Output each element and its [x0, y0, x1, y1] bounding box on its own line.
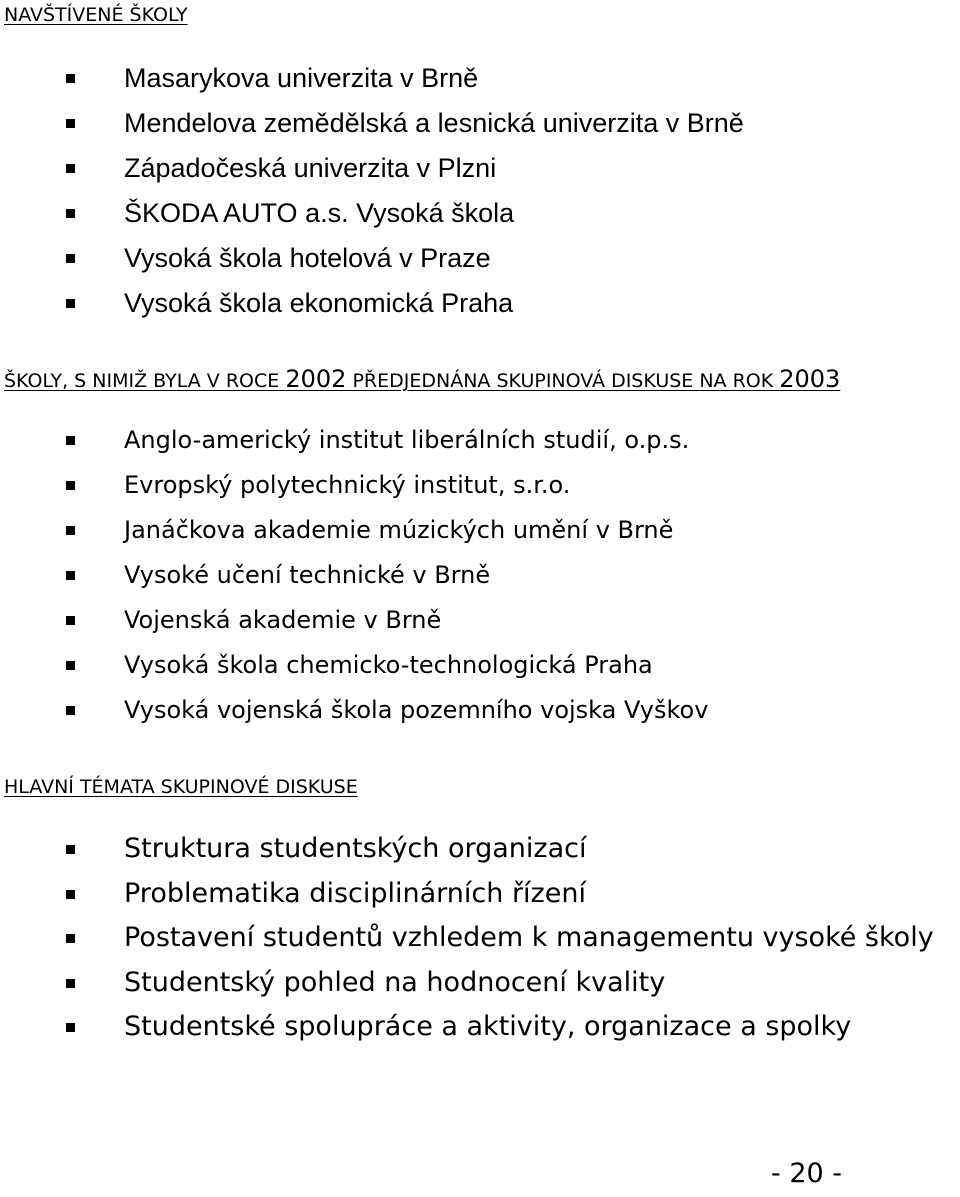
list-item: Vysoká škola ekonomická Praha: [66, 281, 744, 326]
discussion-topics-list: [66, 827, 934, 1050]
list-item: Vojenská akademie v Brně: [66, 598, 708, 643]
square-bullet-icon: [66, 845, 75, 854]
square-bullet-icon: [66, 1023, 75, 1032]
square-bullet-icon: [66, 616, 75, 625]
square-bullet-icon: [66, 526, 75, 535]
square-bullet-icon: [66, 299, 75, 308]
list-item: Vysoká škola hotelová v Praze: [66, 236, 744, 281]
square-bullet-icon: [66, 571, 75, 580]
list-item: Janáčkova akademie múzických umění v Brně: [66, 508, 708, 553]
visited-schools-list: [66, 56, 744, 326]
heading-discussion-topics: HLAVNÍ TÉMATA SKUPINOVÉ DISKUSE: [4, 776, 358, 798]
list-item: Vysoká vojenská škola pozemního vojska Vyškov: [66, 688, 708, 733]
list-item: ŠKODA AUTO a.s. Vysoká škola: [66, 191, 744, 236]
negotiated-schools-list: [66, 418, 708, 733]
list-item: Evropský polytechnický institut, s.r.o.: [66, 463, 708, 508]
square-bullet-icon: [66, 209, 75, 218]
square-bullet-icon: [66, 706, 75, 715]
square-bullet-icon: [66, 934, 75, 943]
list-item: Západočeská univerzita v Plzni: [66, 146, 744, 191]
square-bullet-icon: [66, 436, 75, 445]
square-bullet-icon: [66, 661, 75, 670]
list-item: Mendelova zemědělská a lesnická univerzita v Brně: [66, 101, 744, 146]
square-bullet-icon: [66, 74, 75, 83]
list-item: Vysoká škola chemicko-technologická Praha: [66, 643, 708, 688]
square-bullet-icon: [66, 164, 75, 173]
list-item: Struktura studentských organizací: [66, 827, 934, 872]
heading-negotiated-schools: ŠKOLY, S NIMIŽ BYLA V ROCE 2002 PŘEDJEDNÁNA SKUPINOVÁ DISKUSE NA ROK 2003: [4, 365, 841, 393]
square-bullet-icon: [66, 890, 75, 899]
heading-visited-schools: NAVŠTÍVENÉ ŠKOLY: [4, 4, 188, 26]
square-bullet-icon: [66, 119, 75, 128]
square-bullet-icon: [66, 979, 75, 988]
page-number: - 20 -: [771, 1158, 843, 1189]
list-item: Problematika disciplinárních řízení: [66, 872, 934, 917]
list-item: Postavení studentů vzhledem k managementu vysoké školy: [66, 916, 934, 961]
square-bullet-icon: [66, 481, 75, 490]
square-bullet-icon: [66, 254, 75, 263]
list-item: Anglo-americký institut liberálních studií, o.p.s.: [66, 418, 708, 463]
list-item: Studentský pohled na hodnocení kvality: [66, 961, 934, 1006]
list-item: Studentské spolupráce a aktivity, organizace a spolky: [66, 1005, 934, 1050]
list-item: Masarykova univerzita v Brně: [66, 56, 744, 101]
list-item: Vysoké učení technické v Brně: [66, 553, 708, 598]
